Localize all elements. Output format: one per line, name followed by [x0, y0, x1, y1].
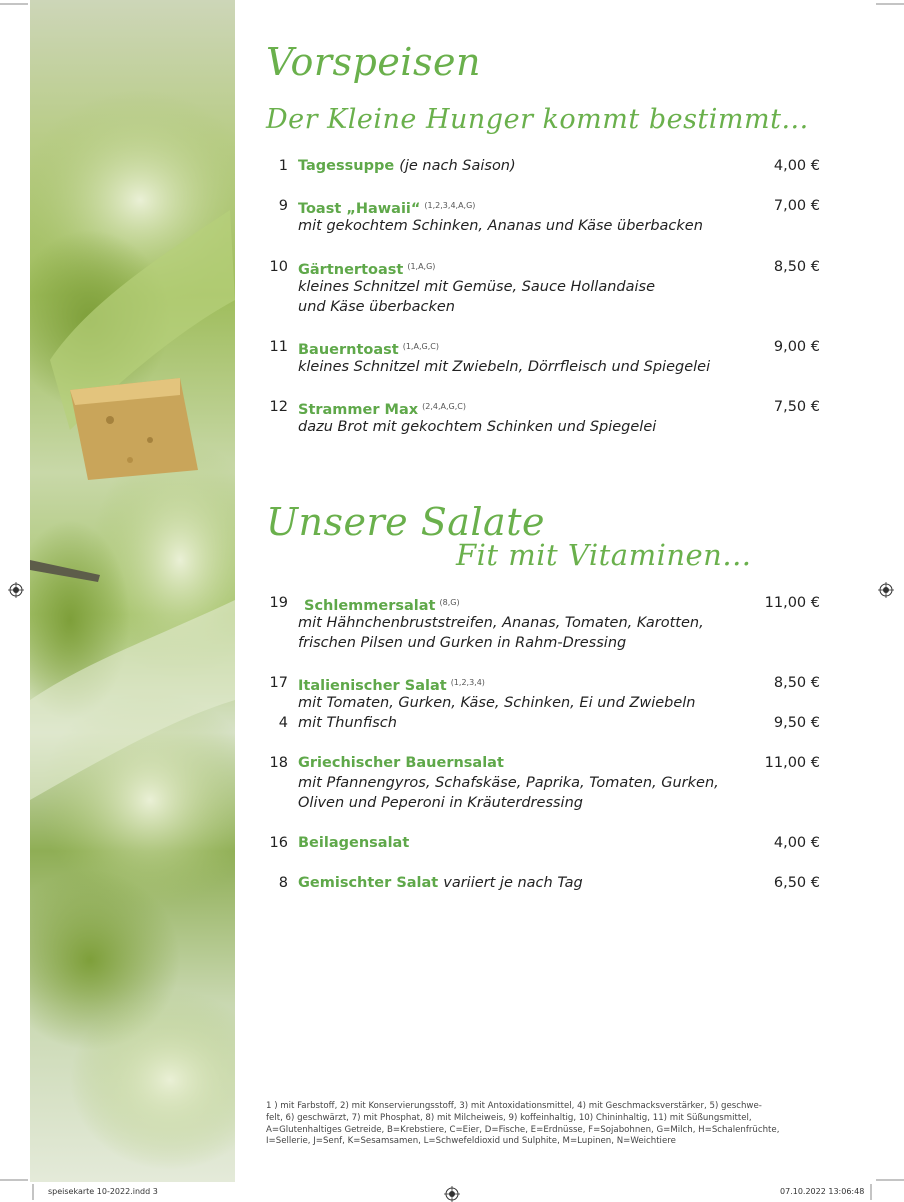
item-description: mit Pfannengyros, Schafskäse, Paprika, Tomaten, Gurken,	[298, 775, 719, 791]
item-title-group	[298, 753, 504, 773]
item-title: Toast „Hawaii“	[298, 201, 421, 217]
item-title: Gemischter Salat	[298, 875, 439, 891]
section-heading-vorspeisen: Vorspeisen	[266, 40, 481, 84]
item-allergens: (1,A,G,C)	[402, 342, 439, 351]
item-number: 16	[269, 835, 288, 851]
item-number: 1	[278, 158, 288, 174]
item-title: Schlemmersalat	[304, 598, 436, 614]
item-note: variiert je nach Tag	[443, 875, 583, 891]
item-number: 19	[269, 595, 288, 611]
item-description: und Käse überbacken	[298, 299, 456, 315]
item-title-group	[298, 156, 516, 176]
footnote-line: 1 ) mit Farbstoff, 2) mit Konservierungsstoff, 3) mit Antoxidationsmittel, 4) mit Geschmacksverstärker, 5) geschwe-	[266, 1101, 762, 1111]
item-description: dazu Brot mit gekochtem Schinken und Spiegelei	[298, 419, 657, 435]
item-title-group	[298, 873, 583, 893]
item-number: 11	[269, 339, 288, 355]
item-description: frischen Pilsen und Gurken in Rahm-Dressing	[298, 635, 627, 651]
item-allergens: (1,A,G)	[407, 262, 436, 271]
footnote-line: I=Sellerie, J=Senf, K=Sesamsamen, L=Schwefeldioxid und Sulphite, M=Lupinen, N=Weichtiere	[266, 1136, 676, 1147]
item-allergens: (2,4,A,G,C)	[422, 402, 466, 411]
item-description: kleines Schnitzel mit Gemüse, Sauce Hollandaise	[298, 279, 655, 295]
menu-item	[266, 257, 820, 317]
item-price: 9,50 €	[773, 715, 820, 731]
item-title: Beilagensalat	[298, 835, 410, 851]
item-description: mit Thunfisch	[298, 715, 397, 731]
item-number: 12	[269, 399, 288, 415]
crop-mark-icon	[30, 1184, 36, 1200]
menu-item	[266, 593, 820, 653]
item-note: (je nach Saison)	[399, 158, 516, 174]
item-allergens: (1,2,3,4,A,G)	[424, 201, 476, 210]
crop-mark-icon	[876, 0, 904, 10]
item-price: 7,00 €	[773, 198, 820, 214]
item-title: Tagessuppe	[298, 158, 395, 174]
menu-item	[266, 196, 820, 236]
footnote-line: felt, 6) geschwärzt, 7) mit Phosphat, 8) mit Milcheiweis, 9) koffeinhaltig, 10) Chininhaltig, 11) mit Süßungsmittel,	[266, 1112, 752, 1123]
menu-item	[266, 397, 820, 437]
item-title: Griechischer Bauernsalat	[298, 755, 504, 771]
crop-mark-icon	[868, 1184, 874, 1200]
item-description: kleines Schnitzel mit Zwiebeln, Dörrfleisch und Spiegelei	[298, 359, 711, 375]
registration-mark-icon	[878, 582, 894, 598]
item-price: 6,50 €	[773, 875, 820, 891]
item-description: mit Tomaten, Gurken, Käse, Schinken, Ei und Zwiebeln	[298, 695, 696, 711]
item-number: 9	[278, 198, 288, 214]
menu-item	[266, 156, 820, 176]
item-allergens: (8,G)	[439, 598, 460, 607]
item-price: 4,00 €	[773, 158, 820, 174]
item-title: Italienischer Salat	[298, 678, 447, 694]
menu-item	[266, 673, 820, 713]
menu-item	[266, 873, 820, 893]
menu-item	[266, 337, 820, 377]
menu-item	[266, 753, 820, 813]
section-subheading-vorspeisen: Der Kleine Hunger kommt bestimmt...	[266, 104, 809, 135]
slug-filename: speisekarte 10-2022.indd 3	[48, 1187, 158, 1196]
item-description: mit gekochtem Schinken, Ananas und Käse überbacken	[298, 218, 703, 234]
crop-mark-icon	[0, 0, 30, 10]
item-number: 4	[278, 715, 288, 731]
item-allergens: (1,2,3,4)	[450, 678, 485, 687]
footnote-line: A=Glutenhaltiges Getreide, B=Krebstiere, C=Eier, D=Fische, E=Erdnüsse, F=Sojabohnen, G=Milch, H=Schalenfrüchte,	[266, 1124, 780, 1135]
item-price: 9,00 €	[773, 339, 820, 355]
item-number: 18	[269, 755, 288, 771]
crop-mark-icon	[876, 1176, 904, 1186]
item-title-group	[298, 833, 409, 853]
menu-item	[266, 713, 820, 733]
item-price: 11,00 €	[764, 755, 820, 771]
item-title: Strammer Max	[298, 402, 419, 418]
item-price: 8,50 €	[773, 675, 820, 691]
item-price: 4,00 €	[773, 835, 820, 851]
item-price: 8,50 €	[773, 259, 820, 275]
salad-photo	[30, 0, 235, 1182]
registration-mark-icon	[8, 582, 24, 598]
item-title: Bauerntoast	[298, 342, 399, 358]
section-heading-salate: Unsere Salate	[266, 500, 545, 544]
allergen-footnote	[266, 1101, 822, 1148]
item-title: Gärtnertoast	[298, 262, 404, 278]
item-price: 7,50 €	[773, 399, 820, 415]
item-description: Oliven und Peperoni in Kräuterdressing	[298, 795, 583, 811]
item-number: 10	[269, 259, 288, 275]
section-subheading-salate: Fit mit Vitaminen...	[456, 538, 752, 572]
item-description: mit Hähnchenbruststreifen, Ananas, Tomaten, Karotten,	[298, 615, 704, 631]
item-number: 17	[269, 675, 288, 691]
slug-timestamp: 07.10.2022 13:06:48	[780, 1187, 865, 1196]
item-number: 8	[278, 875, 288, 891]
item-price: 11,00 €	[764, 595, 820, 611]
menu-item	[266, 833, 820, 853]
crop-mark-icon	[0, 1176, 30, 1186]
